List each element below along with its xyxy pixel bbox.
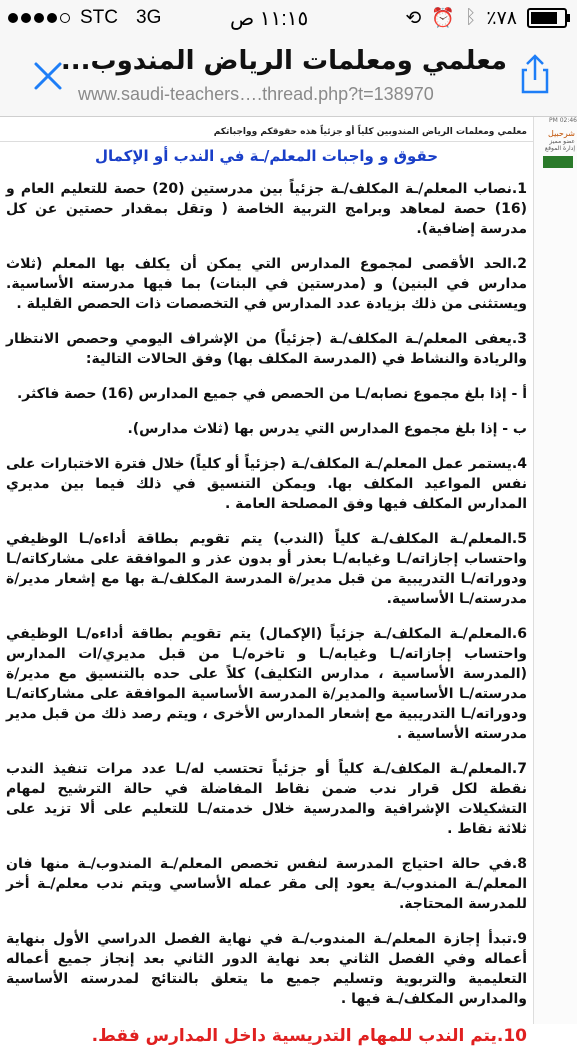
web-content <box>0 117 577 1046</box>
post-paragraph: 6.المعلم/ـة المكلف/ـة جزئياً (الإكمال) يتم تقويم بطاقة أداءه/ـا الوظيفي واحتساب إجازاته/ـا وغيابه/ـا و تاخره/ـا من قبل مديري/ات المدارس (المدرسة الأساسية ، مدارس التكليف) كلاً على حده بالتنسيق مع مدير/ة مدرسته/ـا الأساسية والمدير/ة المدرسة الأساسية الموافقة على مشاركاته/ـا ودوراته/ـا التدريبية مع إشعار المدارس الأخرى ، ويتم رصد ذلك من قبل مدير مدرسته الأساسية . <box>6 626 527 742</box>
post-timestamp: PM 02:46 <box>549 117 577 124</box>
post-author-panel <box>533 117 577 1024</box>
post-paragraph: 1.نصاب المعلم/ـة المكلف/ـة جزئياً بين مدرستين (20) حصة للتعليم العام و (16) حصة لمعاهد وبرامج التربية الخاصة ( وتقل بمقدار حصتين عن كل مدرسة إضافية). <box>6 181 527 237</box>
post-final-note: 10.يتم الندب للمهام التدريسية داخل المدارس فقط. <box>91 1026 527 1046</box>
rotation-lock-icon: ⟲ <box>405 7 422 29</box>
post-paragraph: 9.تبدأ إجازة المعلم/ـة المندوب/ـة في نهاية الفصل الدراسي الأول بنهاية أعماله وفي الفصل الثاني بعد نهاية الدور الثاني بعد إنجاز جميع أعماله التعليمية والتربوية وتسليم جميع ما يتعلق بالنتائج لمدرسته الأساسية والمدارس المكلف/ـة فيها . <box>6 931 527 1007</box>
bluetooth-icon: ᛒ <box>464 7 477 28</box>
status-bar <box>0 0 577 36</box>
battery-percent: ٪٧٨ <box>486 7 517 29</box>
post-paragraph: 4.يستمر عمل المعلم/ـة المكلف/ـة (جزئياً أو كلياً) خلال فترة الاختبارات على نفس المواعيد المكلف بها. ويمكن التنسيق في ذلك فيما بين مديري المدارس المكلف فيها وفق المصلحة العامة . <box>6 456 527 512</box>
post-paragraph: أ - إذا بلغ مجموع نصابه/ـا من الحصص في جميع المدارس (16) حصة فاكثر. <box>16 386 527 402</box>
alarm-icon: ⏰ <box>431 8 455 29</box>
author-badge <box>543 156 573 168</box>
battery-icon <box>527 8 567 28</box>
post-paragraph: 2.الحد الأقصى لمجموع المدارس التي يمكن أن يكلف بها المعلم (ثلاث مدارس في البنين) و (مدرستين في البنات) بما فيها مدرسته الأساسية. ويستثنى من ذلك بزيادة عدد المدارس في التخصصات ذات الحصص القليلة . <box>6 256 527 312</box>
page-url[interactable]: www.saudi-teachers….thread.php?t=138970 <box>78 84 434 104</box>
network-type: 3G <box>136 7 162 28</box>
author-title: عضو مميز إدارة الموقع <box>544 138 575 152</box>
page-title: معلمي ومعلمات الرياض المندوب... <box>60 46 507 76</box>
author-name[interactable]: شرحبيل <box>548 129 575 138</box>
share-icon[interactable] <box>515 52 555 96</box>
post-title: حقوق و واجبات المعلم/ـة في الندب أو الإكمال <box>94 147 439 165</box>
clock: ١١:١٥ ص <box>230 8 309 30</box>
post-paragraph: 5.المعلم/ـة المكلف/ـة كلياً (الندب) يتم تقويم بطاقة أداءه/ـا الوظيفي واحتساب إجازاته/ـا وغيابه/ـا بعذر أو بدون عذر و الموافقة على مشاركاته/ـا ودوراته/ـا التدريبية من قبل مدير/ة المدرسة المكلف/ـة بها مع إشعار مدير/ة مدرسته/ـا الأساسية. <box>6 531 527 607</box>
post-paragraph: 8.في حالة احتياج المدرسة لنفس تخصص المعلم/ـة المندوب/ـة منها فان المعلم/ـة المندوب/ـة يعود إلى مقر عمله الأساسي ويتم ندب معلم/ـة أخر للمدرسة المحتاجة. <box>6 856 527 912</box>
post-paragraph: 3.يعفى المعلم/ـة المكلف/ـة (جزئياً) من الإشراف اليومي وحصص الانتظار والريادة والنشاط في (المدرسة المكلف بها) وفق الحالات التالية: <box>6 331 527 367</box>
carrier-name: STC <box>80 7 118 28</box>
post-body <box>6 147 527 1063</box>
post-paragraph: ب - إذا بلغ مجموع المدارس التي يدرس بها (ثلاث مدارس). <box>127 421 527 437</box>
browser-nav-bar <box>0 36 577 117</box>
signal-icon <box>8 13 70 23</box>
post-paragraph: 7.المعلم/ـة المكلف/ـة كلياً أو جزئياً تحتسب له/ـا عدد مرات تنفيذ الندب نقطة لكل قرار ندب ضمن نقاط المفاضلة في حالة الترشيح لمهام التشكيلات الإشرافية والمدرسية خلال خدمته/ـا للتعليم على ألا تزيد على ثلاثة نقاط . <box>6 761 527 837</box>
thread-subject: معلمي ومعلمات الرياض المندوبين كلياً أو جزئياً هذه حقوقكم وواجباتكم <box>0 127 533 142</box>
carrier-info <box>8 7 161 29</box>
